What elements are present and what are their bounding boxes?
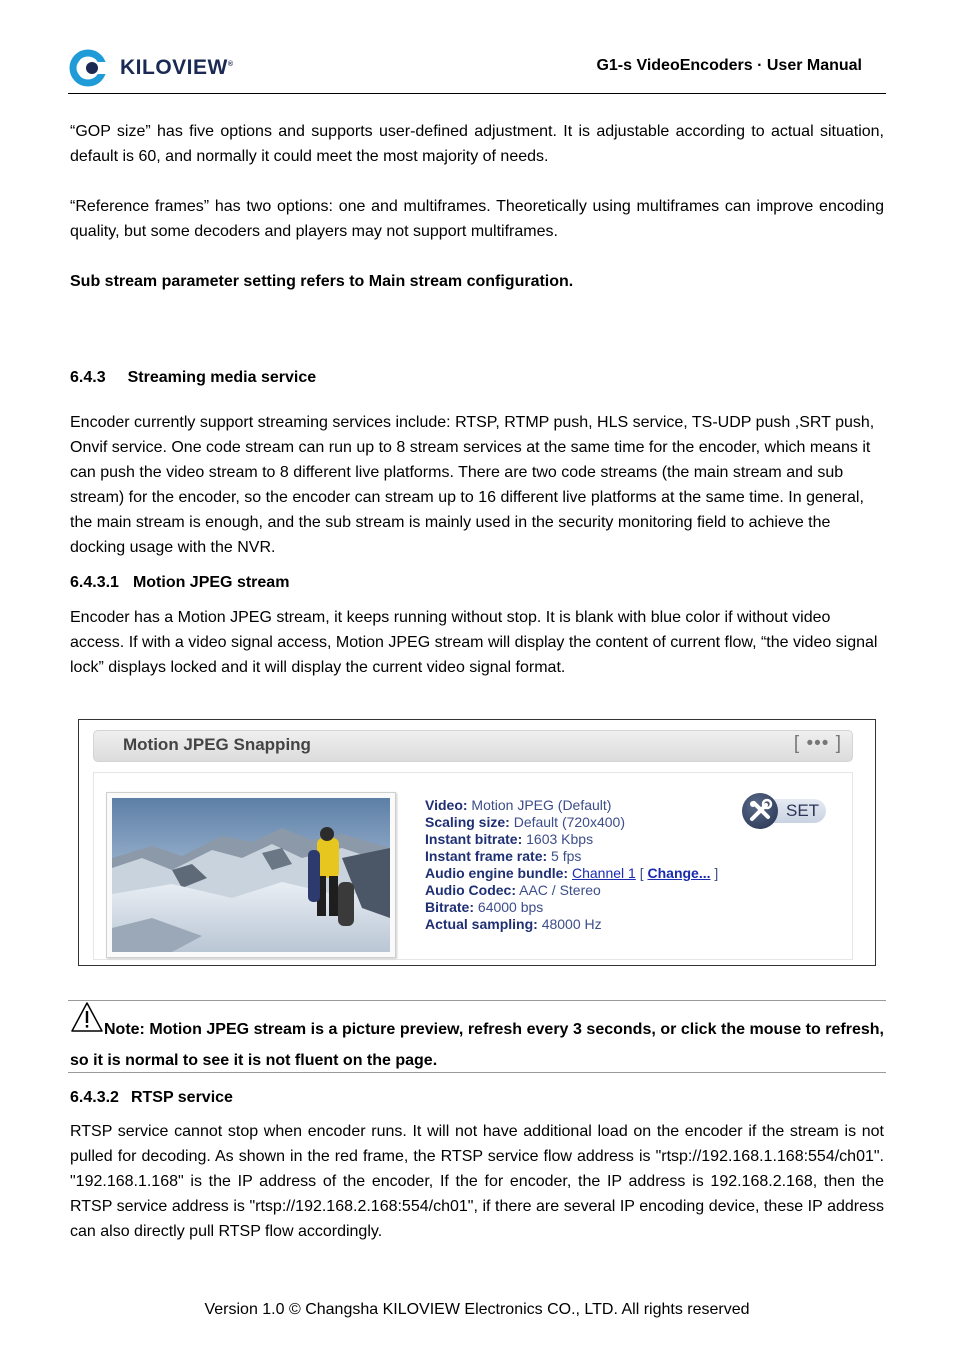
change-link[interactable]: Change... <box>647 865 711 881</box>
snapshot-thumbnail[interactable] <box>106 792 396 958</box>
kiloview-logo-icon <box>68 48 118 88</box>
sub-stream-note: Sub stream parameter setting refers to Main stream configuration. <box>70 273 574 290</box>
mjpeg-screenshot-figure <box>78 719 876 966</box>
mjpeg-panel-body <box>93 772 853 960</box>
snowboarder-image <box>112 798 390 952</box>
note-bottom-divider <box>68 1072 886 1073</box>
reference-frames-paragraph: “Reference frames” has two options: one and multiframes. Theoretically using multiframes can improve encoding quality, but some decoders and players may not support multiframes. <box>70 198 884 240</box>
header-divider <box>68 93 886 94</box>
scaling-row: Scaling size: Default (720x400) <box>425 814 625 830</box>
video-row: Video: Motion JPEG (Default) <box>425 797 612 813</box>
set-button[interactable] <box>742 793 830 829</box>
section-heading-6-4-3-1: 6.4.3.1 Motion JPEG stream <box>70 574 290 591</box>
tools-icon <box>742 793 778 829</box>
gop-paragraph: “GOP size” has five options and supports user-defined adjustment. It is adjustable according to actual situation, default is 60, and normally it could meet the most majority of needs. <box>70 123 884 165</box>
stream-info-list <box>425 797 718 933</box>
note-text: Note: Motion JPEG stream is a picture preview, refresh every 3 seconds, or click the mouse to refresh, so it is normal to see it is not fluent on the page. <box>70 1021 884 1069</box>
rtsp-paragraph: RTSP service cannot stop when encoder runs. It will not have additional load on the encoder if the stream is not pulled for decoding. As shown in the red frame, the RTSP service flow address is "rtsp://192.168.1.168:554/ch01". "192.168.1.168" is the IP address of the encoder, If the for encoder, the IP address is 192.168.2.168, then the RTSP service address is "rtsp://192.168.2.168:554/ch01", if there are several IP encoding device, these IP address can also directly pull RTSP flow accordingly. <box>70 1123 884 1240</box>
section-heading-6-4-3: 6.4.3 Streaming media service <box>70 369 317 386</box>
note-top-divider <box>68 1000 886 1001</box>
more-menu-icon[interactable]: [ ••• ] <box>793 733 842 754</box>
page-footer: Version 1.0 © Changsha KILOVIEW Electronics CO., LTD. All rights reserved <box>204 1301 750 1318</box>
section-heading-6-4-3-2: 6.4.3.2 RTSP service <box>70 1089 233 1106</box>
kiloview-logo <box>68 48 234 88</box>
brand-name: KILOVIEW® <box>120 56 234 79</box>
sampling-row: Actual sampling: 48000 Hz <box>425 916 602 932</box>
mjpeg-panel-header <box>93 730 853 762</box>
framerate-row: Instant frame rate: 5 fps <box>425 848 582 864</box>
streaming-service-paragraph: Encoder currently support streaming services include: RTSP, RTMP push, HLS service, TS-UDP push ,SRT push, Onvif service. One code stream can run up to 8 stream services at the same time for the encoder, which means it can push the video stream to 8 different live platforms. There are two code streams (the main stream and sub stream) for the encoder, so the encoder can stream up to 16 different live platforms at the same time. In general, the main stream is enough, and the sub stream is mainly used in the security monitoring field to achieve the docking usage with the NVR. <box>70 414 875 556</box>
audio-bundle-row: Audio engine bundle: Channel 1 [ Change... ] <box>425 865 719 881</box>
channel-link[interactable]: Channel 1 <box>572 865 636 881</box>
audio-bitrate-row: Bitrate: 64000 bps <box>425 899 544 915</box>
bitrate-row: Instant bitrate: 1603 Kbps <box>425 831 594 847</box>
manual-title: G1-s VideoEncoders · User Manual <box>596 57 862 74</box>
mjpeg-paragraph: Encoder has a Motion JPEG stream, it keeps running without stop. It is blank with blue color if without video access. If with a video signal access, Motion JPEG stream will display the content of current flow, “the video signal lock” displays locked and it will display the current video signal format. <box>70 609 878 676</box>
mjpeg-panel-title: Motion JPEG Snapping <box>123 735 311 754</box>
audio-codec-row: Audio Codec: AAC / Stereo <box>425 882 601 898</box>
set-button-label: SET <box>786 801 820 820</box>
